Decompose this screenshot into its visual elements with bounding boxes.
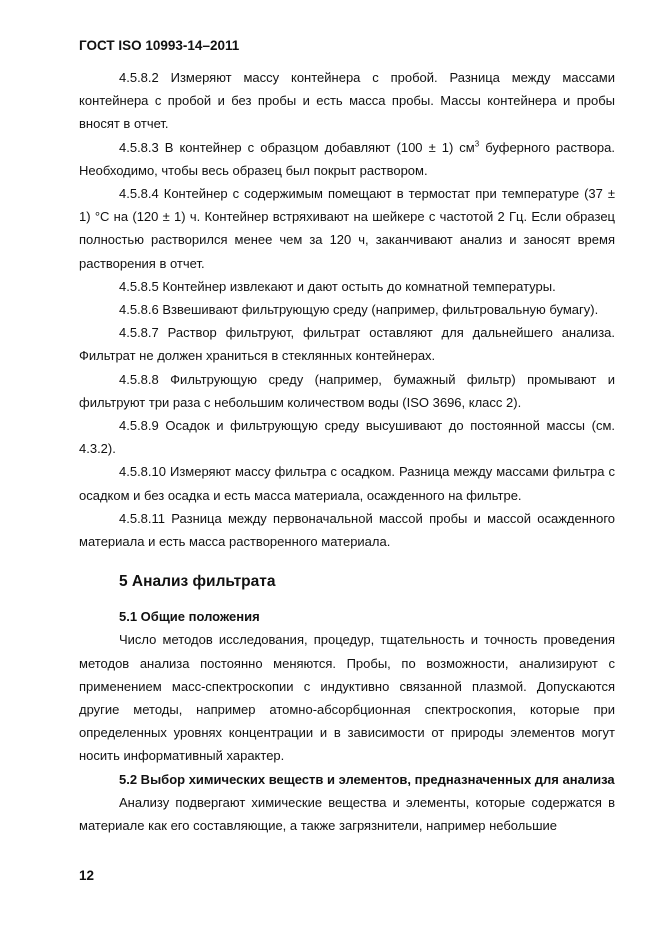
document-header: ГОСТ ISO 10993-14–2011 (79, 38, 240, 53)
section-5-heading: 5 Анализ фильтрата (119, 573, 276, 591)
paragraph-4-5-8-2: 4.5.8.2 Измеряют массу контейнера с пробой. Разница между массами контейнера с пробой и без пробы и есть масса пробы. Массы контейнера и пробы вносят в отчет. (79, 70, 615, 132)
paragraph-4-5-8-3 (79, 136, 615, 182)
paragraph-4-5-8-10: 4.5.8.10 Измеряют массу фильтра с осадком. Разница между массами фильтра с осадком и без осадка и есть масса материала, осажденного на фильтре. (79, 464, 615, 503)
superscript: 3 (474, 139, 480, 149)
paragraph-4-5-8-8: 4.5.8.8 Фильтрующую среду (например, бумажный фильтр) промывают и фильтруют три раза с небольшим количеством воды (ISO 3696, класс 2). (79, 371, 615, 410)
subsection-5-2-heading: 5.2 Выбор химических веществ и элементов, предназначенных для анализа (119, 771, 615, 787)
paragraph-text: буферного раствора. Необходимо, чтобы весь образец был покрыт раствором. (79, 139, 615, 178)
paragraph-4-5-8-5: 4.5.8.5 Контейнер извлекают и дают остыть до комнатной температуры. (119, 278, 556, 294)
paragraph-5-2: Анализу подвергают химические вещества и элементы, которые содержатся в материале как его составляющие, а также загрязнители, например небольшие (79, 794, 615, 834)
paragraph-text: 4.5.8.3 В контейнер с образцом добавляют (100 ± 1) см (119, 139, 475, 155)
page-number: 12 (79, 868, 95, 883)
paragraph-4-5-8-9: 4.5.8.9 Осадок и фильтрующую среду высушивают до постоянной массы (см. 4.3.2). (79, 418, 615, 457)
paragraph-4-5-8-7: 4.5.8.7 Раствор фильтруют, фильтрат оставляют для дальнейшего анализа. Фильтрат не должен храниться в стеклянных контейнерах. (79, 325, 615, 364)
subsection-5-1-heading: 5.1 Общие положения (119, 609, 260, 625)
paragraph-4-5-8-4: 4.5.8.4 Контейнер с содержимым помещают в термостат при температуре (37 ± 1) °С на (120 ± 1) ч. Контейнер встряхивают на шейкере с частотой 2 Гц. Если образец полностью растворился менее чем за 120 ч, заканчивают анализ и заносят время растворения в отчет. (79, 186, 615, 271)
paragraph-4-5-8-6: 4.5.8.6 Взвешивают фильтрующую среду (например, фильтровальную бумагу). (119, 302, 599, 318)
paragraph-5-1: Число методов исследования, процедур, тщательность и точность проведения методов анализа постоянно меняются. Пробы, по возможности, анализируют с применением масс-спектроскопии с индуктивно связанной плазмой. Допускаются другие методы, например атомно-абсорбционная спектроскопия, которые при определенных уровнях концентрации и в зависимости от природы элементов могут носить информативный характер. (79, 632, 615, 764)
paragraph-4-5-8-11: 4.5.8.11 Разница между первоначальной массой пробы и массой осажденного материала и есть масса растворенного материала. (79, 510, 615, 550)
document-body (79, 66, 615, 837)
